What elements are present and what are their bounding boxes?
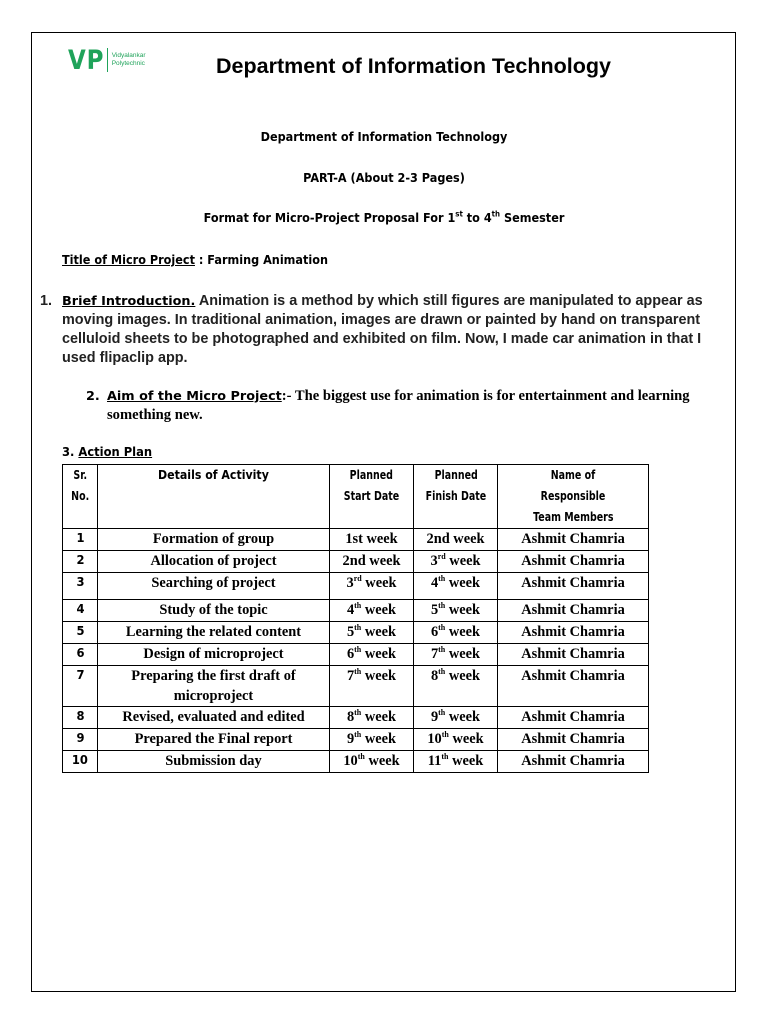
cell-finish-date: 5th week bbox=[414, 600, 498, 622]
header-start: Planned Start Date bbox=[330, 465, 414, 529]
cell-finish-date: 7th week bbox=[414, 644, 498, 666]
cell-start-date: 4th week bbox=[330, 600, 414, 622]
header-finish: Planned Finish Date bbox=[414, 465, 498, 529]
cell-start-date: 3rd week bbox=[330, 573, 414, 600]
cell-sr: 7 bbox=[63, 666, 98, 707]
cell-member: Ashmit Chamria bbox=[498, 751, 649, 773]
title-value: Farming Animation bbox=[207, 253, 329, 268]
header-details: Details of Activity bbox=[98, 465, 330, 529]
table-row bbox=[63, 573, 649, 600]
cell-activity: Formation of group bbox=[98, 529, 330, 551]
action-plan-table bbox=[62, 464, 649, 773]
cell-finish-date: 10th week bbox=[414, 729, 498, 751]
cell-start-date: 1st week bbox=[330, 529, 414, 551]
action-plan-number: 3. bbox=[62, 445, 75, 460]
cell-activity: Searching of project bbox=[98, 573, 330, 600]
cell-sr: 5 bbox=[63, 622, 98, 644]
cell-member: Ashmit Chamria bbox=[498, 551, 649, 573]
cell-start-date: 10th week bbox=[330, 751, 414, 773]
brief-introduction bbox=[40, 292, 720, 368]
title-separator: : bbox=[194, 253, 208, 268]
table-row bbox=[63, 666, 649, 707]
cell-sr: 3 bbox=[63, 573, 98, 600]
action-plan-heading bbox=[62, 445, 152, 460]
cell-member: Ashmit Chamria bbox=[498, 529, 649, 551]
title-label: Title of Micro Project bbox=[62, 253, 195, 268]
cell-activity: Submission day bbox=[98, 751, 330, 773]
logo-mark: VP bbox=[68, 45, 105, 76]
header-sr: Sr. No. bbox=[63, 465, 98, 529]
format-sup-2: th bbox=[491, 209, 501, 219]
cell-start-date: 5th week bbox=[330, 622, 414, 644]
cell-finish-date: 3rd week bbox=[414, 551, 498, 573]
cell-activity: Prepared the Final report bbox=[98, 729, 330, 751]
logo-text bbox=[112, 52, 146, 68]
aim-label: Aim of the Micro Project bbox=[107, 389, 282, 404]
cell-sr: 8 bbox=[63, 707, 98, 729]
table-row bbox=[63, 622, 649, 644]
cell-activity: Design of microproject bbox=[98, 644, 330, 666]
cell-start-date: 6th week bbox=[330, 644, 414, 666]
table-row bbox=[63, 600, 649, 622]
action-plan-label: Action Plan bbox=[78, 445, 153, 460]
part-heading: PART-A (About 2-3 Pages) bbox=[303, 171, 465, 186]
format-text-1: Format for Micro-Project Proposal For 1 bbox=[203, 211, 456, 226]
logo-line-1: Vidyalankar bbox=[111, 52, 146, 59]
cell-member: Ashmit Chamria bbox=[498, 644, 649, 666]
table-row bbox=[63, 551, 649, 573]
cell-member: Ashmit Chamria bbox=[498, 573, 649, 600]
cell-start-date: 9th week bbox=[330, 729, 414, 751]
cell-activity: Revised, evaluated and edited bbox=[98, 707, 330, 729]
table-header-row bbox=[63, 465, 649, 529]
intro-label: Brief Introduction. bbox=[62, 294, 196, 309]
cell-activity: Study of the topic bbox=[98, 600, 330, 622]
cell-sr: 4 bbox=[63, 600, 98, 622]
logo-divider bbox=[107, 48, 108, 72]
cell-member: Ashmit Chamria bbox=[498, 600, 649, 622]
format-text-3: Semester bbox=[500, 211, 565, 226]
aim-text: :- The biggest use for animation is for entertainment and learning something new. bbox=[107, 388, 690, 423]
cell-start-date: 8th week bbox=[330, 707, 414, 729]
cell-finish-date: 8th week bbox=[414, 666, 498, 707]
cell-activity: Learning the related content bbox=[98, 622, 330, 644]
department-heading: Department of Information Technology bbox=[260, 130, 508, 145]
table-row bbox=[63, 707, 649, 729]
aim-section bbox=[86, 387, 726, 425]
table-row bbox=[63, 644, 649, 666]
header-members: Name of Responsible Team Members bbox=[498, 465, 649, 529]
cell-member: Ashmit Chamria bbox=[498, 666, 649, 707]
format-sup-1: st bbox=[455, 209, 463, 219]
table-row bbox=[63, 729, 649, 751]
cell-member: Ashmit Chamria bbox=[498, 707, 649, 729]
institution-logo bbox=[68, 44, 146, 78]
cell-start-date: 2nd week bbox=[330, 551, 414, 573]
format-heading bbox=[46, 211, 722, 226]
cell-finish-date: 9th week bbox=[414, 707, 498, 729]
cell-sr: 2 bbox=[63, 551, 98, 573]
table-row bbox=[63, 751, 649, 773]
intro-number: 1. bbox=[40, 293, 53, 309]
cell-member: Ashmit Chamria bbox=[498, 729, 649, 751]
cell-activity: Allocation of project bbox=[98, 551, 330, 573]
aim-number: 2. bbox=[86, 389, 100, 404]
cell-member: Ashmit Chamria bbox=[498, 622, 649, 644]
cell-sr: 6 bbox=[63, 644, 98, 666]
cell-sr: 10 bbox=[63, 751, 98, 773]
cell-sr: 1 bbox=[63, 529, 98, 551]
micro-project-title bbox=[62, 253, 328, 268]
cell-finish-date: 4th week bbox=[414, 573, 498, 600]
cell-activity: Preparing the first draft of microproject bbox=[98, 666, 330, 707]
table-row bbox=[63, 529, 649, 551]
cell-finish-date: 2nd week bbox=[414, 529, 498, 551]
table-body bbox=[63, 529, 649, 773]
cell-sr: 9 bbox=[63, 729, 98, 751]
logo-line-2: Polytechnic bbox=[111, 60, 145, 67]
cell-finish-date: 11th week bbox=[414, 751, 498, 773]
cell-finish-date: 6th week bbox=[414, 622, 498, 644]
cell-start-date: 7th week bbox=[330, 666, 414, 707]
intro-text: Animation is a method by which still figures are manipulated to appear as moving images. In traditional animation, images are drawn or painted by hand on transparent celluloid sheets to be photographed and exhibited on film. Now, I made car animation in that I used flipaclip app. bbox=[62, 293, 703, 366]
format-text-2: to 4 bbox=[462, 211, 492, 226]
page-title: Department of Information Technology bbox=[216, 54, 611, 78]
